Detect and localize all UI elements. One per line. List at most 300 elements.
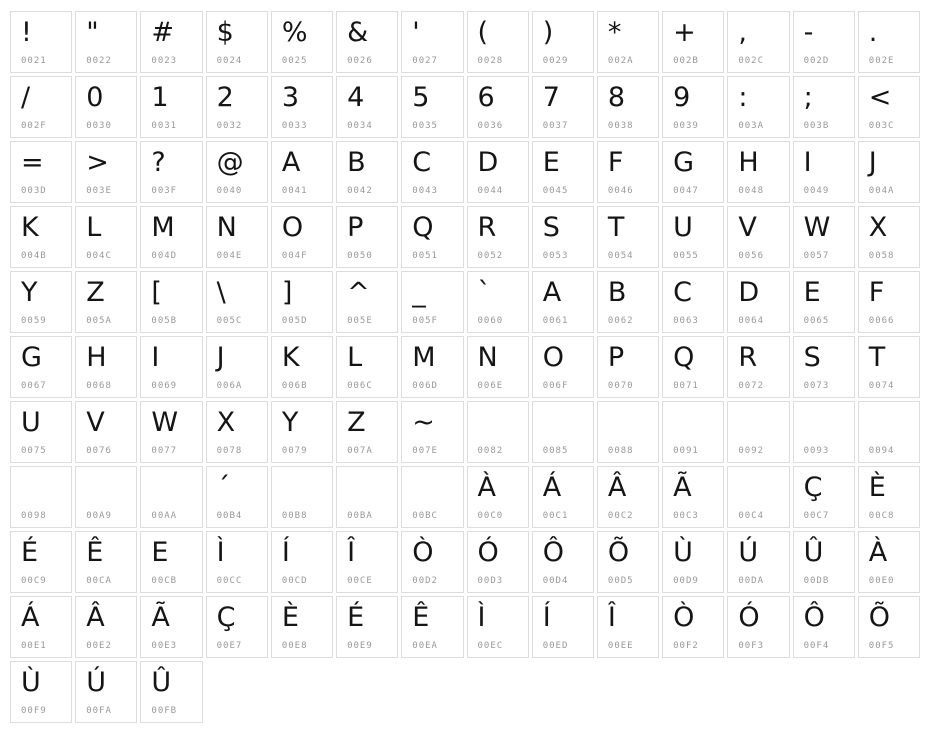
glyph-cell	[532, 141, 594, 203]
glyph: Á	[21, 602, 40, 633]
glyph-cell	[206, 141, 268, 203]
unicode-label: 006C	[347, 381, 373, 391]
glyph: Ù	[21, 667, 41, 698]
glyph-cell	[271, 336, 333, 398]
unicode-label: 0064	[738, 316, 765, 326]
glyph	[804, 405, 848, 441]
glyph: U	[21, 407, 41, 438]
glyph-cell	[75, 401, 137, 463]
glyph: Y	[281, 407, 299, 438]
glyph-cell	[597, 271, 659, 333]
glyph-cell	[206, 401, 268, 463]
unicode-label: 00C9	[21, 576, 47, 586]
glyph-cell	[793, 206, 855, 268]
unicode-label: 0055	[673, 251, 699, 261]
glyph: _	[412, 277, 426, 308]
unicode-label: 0075	[21, 446, 47, 456]
glyph	[673, 405, 717, 441]
unicode-label: 00DA	[738, 576, 765, 586]
glyph-cell	[10, 76, 72, 138]
glyph-cell	[662, 11, 724, 73]
glyph-cell	[140, 11, 202, 73]
unicode-label: 00D5	[607, 576, 634, 586]
glyph-cell	[532, 206, 594, 268]
unicode-label: 00E0	[868, 576, 895, 586]
glyph: É	[347, 602, 365, 633]
unicode-label: 002D	[803, 56, 830, 66]
glyph: N	[216, 212, 237, 243]
glyph: Ù	[673, 537, 693, 568]
glyph: Î	[347, 537, 356, 568]
glyph-cell	[858, 401, 920, 463]
glyph-cell	[336, 141, 398, 203]
glyph: G	[21, 342, 42, 373]
unicode-label: 0067	[21, 381, 47, 391]
glyph: Á	[542, 472, 562, 503]
glyph-cell	[10, 661, 72, 723]
unicode-label: 0050	[347, 251, 373, 261]
glyph-cell	[467, 141, 529, 203]
glyph-cell	[662, 531, 724, 593]
unicode-label: 0058	[868, 251, 895, 261]
glyph: Z	[86, 277, 105, 308]
glyph	[21, 470, 65, 506]
glyph-cell	[793, 596, 855, 658]
unicode-label: 007E	[412, 446, 438, 456]
glyph: R	[477, 212, 497, 243]
glyph: K	[21, 212, 39, 243]
glyph-cell	[401, 336, 463, 398]
glyph-cell	[75, 76, 137, 138]
glyph: '	[412, 17, 420, 48]
glyph: À	[477, 472, 496, 503]
unicode-label: 00F2	[673, 641, 699, 651]
glyph-cell	[858, 271, 920, 333]
unicode-label: 00E1	[21, 641, 47, 651]
glyph: Ì	[216, 537, 225, 568]
glyph: Ô	[803, 602, 825, 633]
glyph: Q	[673, 342, 695, 373]
glyph: P	[607, 342, 625, 373]
unicode-label: 00F3	[738, 641, 765, 651]
glyph: 1	[151, 82, 169, 113]
glyph-cell	[858, 76, 920, 138]
unicode-label: 0026	[347, 56, 373, 66]
glyph: Û	[151, 667, 172, 698]
unicode-label: 0051	[412, 251, 438, 261]
unicode-label: 00CD	[281, 576, 308, 586]
glyph: Â	[86, 602, 105, 633]
unicode-label: 0028	[477, 56, 504, 66]
glyph-cell	[206, 206, 268, 268]
glyph-cell	[140, 271, 202, 333]
glyph-cell	[532, 596, 594, 658]
glyph-cell	[793, 271, 855, 333]
glyph: I	[803, 147, 812, 178]
glyph: I	[151, 342, 160, 373]
unicode-label: 0033	[281, 121, 308, 131]
glyph: Â	[607, 472, 627, 503]
unicode-label: 00C1	[542, 511, 569, 521]
glyph-cell	[206, 271, 268, 333]
glyph-cell	[793, 141, 855, 203]
glyph: L	[347, 342, 363, 373]
unicode-label: 00C8	[868, 511, 895, 521]
glyph: =	[21, 147, 44, 178]
glyph: (	[477, 17, 489, 48]
glyph-cell	[10, 466, 72, 528]
glyph	[738, 405, 782, 441]
glyph-cell	[75, 336, 137, 398]
glyph: O	[281, 212, 304, 243]
glyph-cell	[727, 11, 789, 73]
glyph-cell	[597, 466, 659, 528]
glyph-cell	[662, 271, 724, 333]
unicode-label: 0044	[477, 186, 504, 196]
glyph: F	[868, 277, 885, 308]
unicode-label: 0035	[412, 121, 438, 131]
unicode-label: 0066	[868, 316, 895, 326]
glyph	[738, 470, 782, 506]
unicode-label: 0027	[412, 56, 438, 66]
unicode-label: 003F	[151, 186, 178, 196]
glyph: *	[607, 17, 622, 48]
glyph-cell	[401, 466, 463, 528]
unicode-label: 0060	[477, 316, 504, 326]
unicode-label: 00C7	[803, 511, 830, 521]
glyph-cell	[793, 466, 855, 528]
unicode-label: 0053	[542, 251, 569, 261]
unicode-label: 0098	[21, 511, 47, 521]
unicode-label: 0062	[607, 316, 634, 326]
glyph-cell	[662, 336, 724, 398]
glyph-cell	[336, 466, 398, 528]
glyph: 6	[477, 82, 495, 113]
glyph-cell	[793, 11, 855, 73]
glyph-cell	[532, 76, 594, 138]
unicode-label: 005F	[412, 316, 438, 326]
glyph-cell	[336, 336, 398, 398]
glyph-cell	[727, 271, 789, 333]
glyph-cell	[727, 141, 789, 203]
glyph-cell	[401, 401, 463, 463]
unicode-label: 0022	[86, 56, 112, 66]
glyph-cell	[206, 596, 268, 658]
unicode-label: 00A9	[86, 511, 112, 521]
unicode-label: 006F	[542, 381, 569, 391]
glyph: F	[607, 147, 624, 178]
glyph: Ú	[86, 667, 106, 698]
glyph: ^	[347, 277, 370, 308]
glyph: N	[477, 342, 498, 373]
glyph-cell	[727, 206, 789, 268]
glyph	[347, 470, 391, 506]
unicode-label: 007A	[347, 446, 373, 456]
unicode-label: 0054	[607, 251, 634, 261]
glyph-cell	[793, 76, 855, 138]
glyph-cell	[140, 336, 202, 398]
glyph: S	[803, 342, 821, 373]
glyph: Q	[412, 212, 434, 243]
glyph-cell	[597, 336, 659, 398]
unicode-label: 00CE	[347, 576, 373, 586]
glyph: `	[477, 277, 491, 308]
glyph: Ã	[673, 472, 692, 503]
glyph-cell	[662, 206, 724, 268]
unicode-label: 005E	[347, 316, 373, 326]
glyph-cell	[336, 271, 398, 333]
unicode-label: 006B	[281, 381, 308, 391]
unicode-label: 00C2	[607, 511, 634, 521]
glyph: V	[86, 407, 105, 438]
unicode-label: 00D3	[477, 576, 504, 586]
glyph-cell	[206, 531, 268, 593]
glyph-cell	[532, 401, 594, 463]
glyph-cell	[532, 531, 594, 593]
glyph-cell	[10, 401, 72, 463]
glyph-cell	[271, 141, 333, 203]
unicode-label: 00AA	[151, 511, 178, 521]
glyph: ,	[738, 17, 747, 48]
glyph-cell	[597, 206, 659, 268]
glyph-cell	[336, 401, 398, 463]
unicode-label: 002E	[868, 56, 895, 66]
unicode-label: 00E9	[347, 641, 373, 651]
unicode-label: 0023	[151, 56, 178, 66]
unicode-label: 006D	[412, 381, 438, 391]
unicode-label: 0073	[803, 381, 830, 391]
unicode-label: 0032	[216, 121, 243, 131]
unicode-label: 0036	[477, 121, 504, 131]
glyph-cell	[140, 401, 202, 463]
glyph	[151, 470, 195, 506]
glyph: #	[151, 17, 175, 48]
unicode-label: 003D	[21, 186, 47, 196]
glyph-cell	[271, 271, 333, 333]
unicode-label: 0047	[673, 186, 699, 196]
glyph: 3	[281, 82, 300, 113]
glyph-cell	[401, 596, 463, 658]
glyph: P	[347, 212, 364, 243]
glyph-cell	[140, 141, 202, 203]
unicode-label: 0093	[803, 446, 830, 456]
glyph-cell	[467, 466, 529, 528]
glyph-cell	[75, 466, 137, 528]
glyph-cell	[75, 531, 137, 593]
glyph: ~	[412, 407, 435, 438]
glyph: M	[151, 212, 175, 243]
glyph-cell	[858, 531, 920, 593]
glyph-cell	[467, 206, 529, 268]
glyph	[543, 405, 587, 441]
glyph-cell	[793, 531, 855, 593]
glyph: >	[86, 147, 109, 178]
glyph: U	[673, 212, 693, 243]
unicode-label: 002A	[607, 56, 634, 66]
glyph: 5	[412, 82, 430, 113]
unicode-label: 0031	[151, 121, 178, 131]
glyph: Í	[542, 602, 551, 633]
glyph-cell	[727, 401, 789, 463]
glyph-cell	[467, 11, 529, 73]
unicode-label: 0063	[673, 316, 699, 326]
glyph-cell	[662, 141, 724, 203]
unicode-label: 00E7	[216, 641, 243, 651]
glyph-cell	[336, 531, 398, 593]
unicode-label: 0094	[868, 446, 895, 456]
glyph-cell	[662, 466, 724, 528]
unicode-label: 00E8	[281, 641, 308, 651]
unicode-label: 0039	[673, 121, 699, 131]
glyph: Ì	[477, 602, 486, 633]
glyph-cell	[271, 401, 333, 463]
glyph-cell	[858, 336, 920, 398]
unicode-label: 0038	[607, 121, 634, 131]
glyph-cell	[727, 531, 789, 593]
unicode-label: 0057	[803, 251, 830, 261]
glyph-cell	[858, 141, 920, 203]
glyph-cell	[75, 271, 137, 333]
glyph: 7	[542, 82, 560, 113]
glyph-cell	[206, 466, 268, 528]
unicode-label: 00DB	[803, 576, 830, 586]
glyph-cell	[140, 661, 202, 723]
glyph-cell	[467, 401, 529, 463]
unicode-label: 0024	[216, 56, 243, 66]
unicode-label: 0021	[21, 56, 47, 66]
glyph: Û	[803, 537, 824, 568]
unicode-label: 00CA	[86, 576, 112, 586]
unicode-label: 004A	[868, 186, 895, 196]
glyph-cell	[662, 76, 724, 138]
glyph-cell	[140, 531, 202, 593]
unicode-label: 0071	[673, 381, 699, 391]
glyph: "	[86, 17, 99, 48]
glyph-cell	[271, 206, 333, 268]
unicode-label: 00C4	[738, 511, 765, 521]
glyph: 4	[347, 82, 365, 113]
glyph-cell	[597, 531, 659, 593]
glyph: B	[347, 147, 366, 178]
unicode-label: 006A	[216, 381, 243, 391]
glyph: D	[738, 277, 760, 308]
glyph: É	[21, 537, 39, 568]
glyph-cell	[401, 11, 463, 73]
glyph-cell	[401, 531, 463, 593]
glyph-cell	[793, 401, 855, 463]
glyph-cell	[401, 206, 463, 268]
glyph: C	[412, 147, 432, 178]
unicode-label: 00D4	[542, 576, 569, 586]
unicode-label: 005C	[216, 316, 243, 326]
glyph	[869, 405, 913, 441]
glyph: V	[738, 212, 757, 243]
unicode-label: 003E	[86, 186, 112, 196]
glyph	[478, 405, 522, 441]
glyph-cell	[467, 596, 529, 658]
glyph: M	[412, 342, 436, 373]
glyph: R	[738, 342, 758, 373]
glyph-cell	[597, 76, 659, 138]
glyph-cell	[271, 76, 333, 138]
glyph-cell	[336, 76, 398, 138]
unicode-label: 004D	[151, 251, 178, 261]
glyph-cell	[10, 11, 72, 73]
glyph: Î	[607, 602, 616, 633]
glyph-cell	[271, 466, 333, 528]
glyph-cell	[858, 206, 920, 268]
glyph	[86, 470, 130, 506]
unicode-label: 0025	[281, 56, 308, 66]
glyph: +	[673, 17, 696, 48]
unicode-label: 00D9	[673, 576, 699, 586]
unicode-label: 0043	[412, 186, 438, 196]
character-map-grid	[10, 11, 920, 723]
unicode-label: 0072	[738, 381, 765, 391]
glyph-cell	[140, 466, 202, 528]
glyph-cell	[858, 11, 920, 73]
unicode-label: 004B	[21, 251, 47, 261]
unicode-label: 0069	[151, 381, 178, 391]
unicode-label: 00EE	[607, 641, 634, 651]
glyph-cell	[532, 271, 594, 333]
glyph-cell	[532, 466, 594, 528]
glyph-cell	[336, 11, 398, 73]
unicode-label: 00BC	[412, 511, 438, 521]
glyph: O	[542, 342, 564, 373]
glyph: .	[868, 17, 878, 48]
glyph: H	[86, 342, 107, 373]
glyph: È	[281, 602, 299, 633]
unicode-label: 00FB	[151, 706, 178, 716]
glyph-cell	[401, 141, 463, 203]
glyph-cell	[336, 596, 398, 658]
unicode-label: 0070	[607, 381, 634, 391]
unicode-label: 002C	[738, 56, 765, 66]
glyph-cell	[75, 206, 137, 268]
glyph: X	[868, 212, 888, 243]
glyph-cell	[597, 596, 659, 658]
glyph: T	[607, 212, 625, 243]
unicode-label: 005B	[151, 316, 178, 326]
unicode-label: 0079	[281, 446, 308, 456]
unicode-label: 00CB	[151, 576, 178, 586]
glyph-cell	[75, 596, 137, 658]
glyph-cell	[75, 141, 137, 203]
unicode-label: 003B	[803, 121, 830, 131]
glyph	[412, 470, 456, 506]
glyph: ;	[803, 82, 813, 113]
glyph: Ç	[216, 602, 236, 633]
glyph-cell	[10, 596, 72, 658]
unicode-label: 00C0	[477, 511, 504, 521]
unicode-label: 004F	[281, 251, 308, 261]
unicode-label: 00F5	[868, 641, 895, 651]
unicode-label: 0040	[216, 186, 243, 196]
unicode-label: 00D2	[412, 576, 438, 586]
unicode-label: 002F	[21, 121, 47, 131]
glyph: <	[868, 82, 892, 113]
glyph: Í	[281, 537, 290, 568]
glyph: J	[216, 342, 225, 373]
glyph-cell	[662, 401, 724, 463]
unicode-label: 0037	[542, 121, 569, 131]
unicode-label: 0059	[21, 316, 47, 326]
glyph: Ó	[738, 602, 760, 633]
glyph: Ô	[542, 537, 564, 568]
glyph-cell	[401, 271, 463, 333]
unicode-label: 004C	[86, 251, 112, 261]
